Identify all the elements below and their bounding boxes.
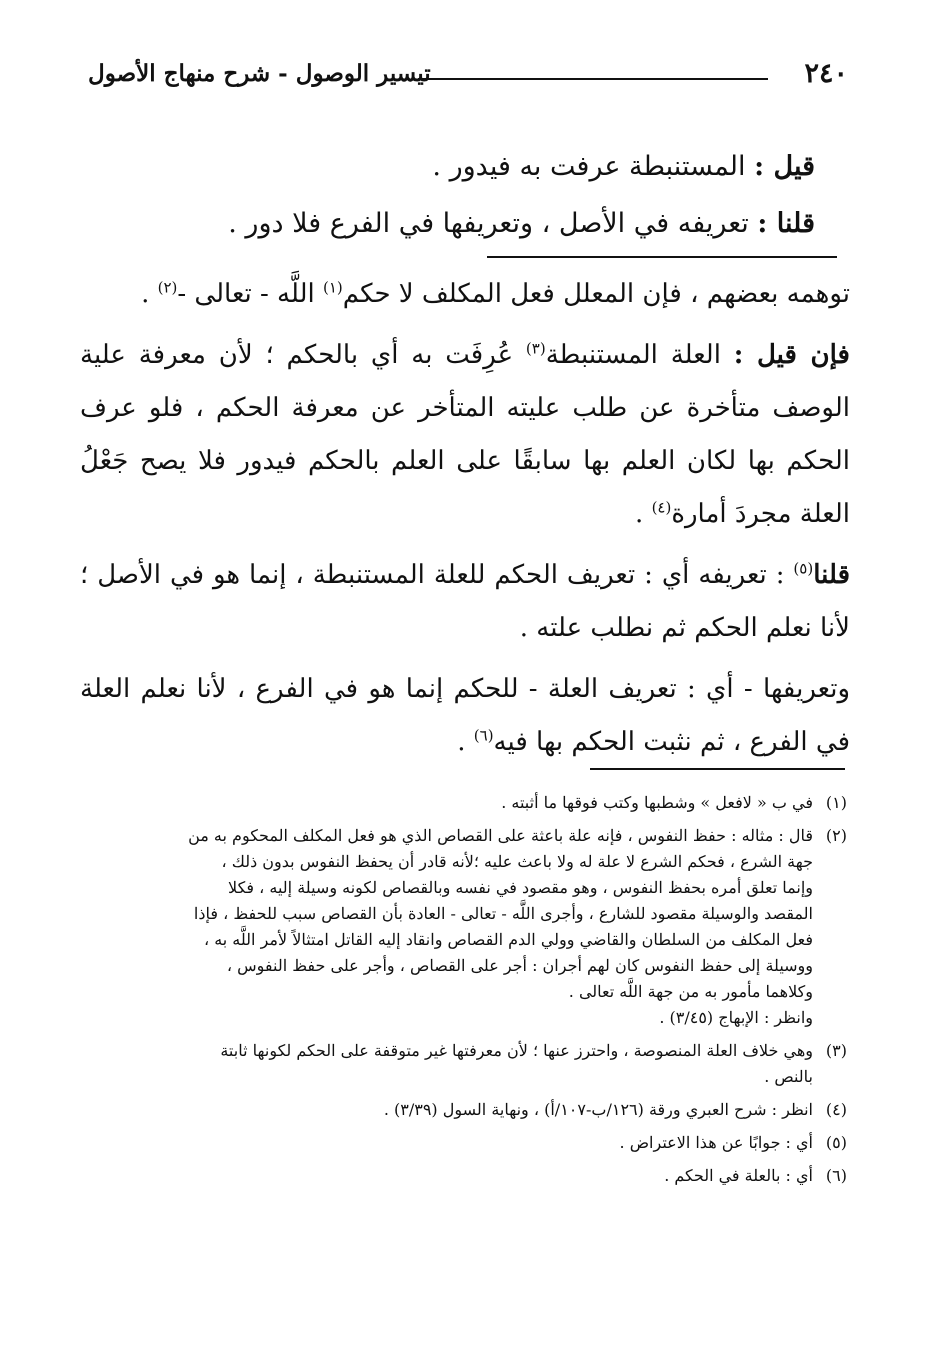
matn-text-1: المستنبطة عرفت به فيدور . xyxy=(432,151,755,182)
footnote-ref-6: (٦) xyxy=(473,726,494,745)
footnote-text: وانظر : الإبهاج (٣/٤٥) . xyxy=(659,1008,813,1027)
footnote-6 xyxy=(77,1163,847,1189)
p3-text-a: : تعريفه أي : تعريف الحكم للعلة المستنبطة ، إنما هو في الأصل ؛ لأنا نعلم الحكم ثم نطلب علته . xyxy=(80,560,850,643)
commentary-paragraph-4 xyxy=(80,663,850,769)
commentary-paragraph-3 xyxy=(80,549,850,655)
p1-text-b: اللَّه - تعالى - xyxy=(177,279,323,309)
matn-line-1 xyxy=(175,138,815,195)
footnote-text: ووسيلة إلى حفظ النفوس كان لهم أجران : أجر على القصاص ، وأجر على حفظ النفوس ، xyxy=(226,956,813,975)
p1-text-a: توهمه بعضهم ، فإن المعلل فعل المكلف لا حكم xyxy=(342,279,850,309)
matn-separator-rule xyxy=(487,256,837,258)
footnote-text: المقصد والوسيلة مقصود للشارع ، وأجرى اللَّه - تعالى - العادة بأن القصاص سبب للحفظ ، فإذا xyxy=(193,904,813,923)
footnote-text: انظر : شرح العبري ورقة (١٢٦/ب-١٠٧/أ) ، ونهاية السول (٣/٣٩) . xyxy=(383,1100,813,1119)
p3-lead: قلنا xyxy=(813,560,850,590)
footnote-number: (٤) xyxy=(825,1100,847,1119)
footnote-text: جهة الشرع ، فحكم الشرع لا علة له ولا باعث عليه ؛لأنه قادر أن يحفظ النفوس بدون ذلك ، xyxy=(221,852,813,871)
footnote-text: في ب « لافعل » وشطبها وكتب فوقها ما أثبته . xyxy=(501,793,813,812)
matn-line-2 xyxy=(175,195,815,252)
footnote-1 xyxy=(77,790,847,816)
footnote-number: (١) xyxy=(825,793,847,812)
p2-lead: فإن قيل : xyxy=(733,340,850,370)
footnote-number: (٦) xyxy=(825,1166,847,1185)
footnote-number: (٣) xyxy=(825,1041,847,1060)
footnote-ref-2: (٢) xyxy=(157,278,178,297)
p2-text-c: . xyxy=(635,499,652,529)
footnote-ref-4: (٤) xyxy=(651,498,672,517)
matn-lead-2: قلنا : xyxy=(757,208,815,239)
commentary-block xyxy=(80,268,850,777)
footnote-text: وهي خلاف العلة المنصوصة ، واحترز عنها ؛ لأن معرفتها غير متوقفة على الحكم لكونها ثابتة xyxy=(220,1041,813,1060)
p2-text-a: العلة المستنبطة xyxy=(545,340,734,370)
matn-block xyxy=(175,138,815,252)
footnote-3 xyxy=(77,1038,847,1090)
footnote-text: بالنص . xyxy=(764,1067,813,1086)
footnote-ref-3: (٣) xyxy=(525,339,546,358)
footnote-4 xyxy=(77,1097,847,1123)
page-number: ٢٤٠ xyxy=(804,58,848,89)
commentary-paragraph-2 xyxy=(80,329,850,541)
header-rule xyxy=(418,78,768,80)
footnote-separator-rule xyxy=(590,768,845,770)
p2-text-b: عُرِفَت به أي بالحكم ؛ لأن معرفة علية الوصف متأخرة عن طلب عليته المتأخر عن معرفة الحكم ، فلو عرف الحكم بها لكان العلم بها سابقًا على العلم بالحكم فيدور فلا يصح جَعْلُ العلة مجردَ أمارة xyxy=(80,340,850,529)
footnote-5 xyxy=(77,1130,847,1156)
footnote-text: وكلاهما مأمور به من جهة اللَّه تعالى . xyxy=(568,982,813,1001)
matn-lead-1: قيل : xyxy=(754,151,815,182)
page-header xyxy=(88,58,848,98)
commentary-paragraph-1 xyxy=(80,268,850,321)
footnote-number: (٥) xyxy=(825,1133,847,1152)
footnote-2 xyxy=(77,823,847,1031)
matn-text-2: تعريفه في الأصل ، وتعريفها في الفرع فلا دور . xyxy=(228,208,758,239)
footnote-ref-1: (١) xyxy=(323,278,343,297)
p4-text-a: وتعريفها - أي : تعريف العلة - للحكم إنما هو في الفرع ، لأنا نعلم العلة في الفرع ، ثم نثبت الحكم بها فيه xyxy=(80,674,850,757)
p1-text-c: . xyxy=(141,279,158,309)
p4-text-b: . xyxy=(457,727,474,757)
footnote-text: فعل المكلف من السلطان والقاضي وولي الدم القصاص وانقاد إليه القاتل امتثالاً لأمر اللَّه به ، xyxy=(203,930,813,949)
footnote-text: أي : جوابًا عن هذا الاعتراض . xyxy=(619,1133,813,1152)
footnote-text: وإنما تعلق أمره بحفظ النفوس ، وهو مقصود في نفسه وبالقصاص لكونه وسيلة إليه ، فكلا xyxy=(228,878,813,897)
footnote-text: أي : بالعلة في الحكم . xyxy=(664,1166,813,1185)
running-title: تيسير الوصول - شرح منهاج الأصول xyxy=(88,60,431,87)
footnotes-block xyxy=(77,790,847,1196)
footnote-text: قال : مثاله : حفظ النفوس ، فإنه علة باعثة على القصاص الذي هو فعل المكلف المحكوم به من xyxy=(188,826,813,845)
footnote-ref-5: (٥) xyxy=(793,559,814,578)
footnote-number: (٢) xyxy=(825,826,847,845)
